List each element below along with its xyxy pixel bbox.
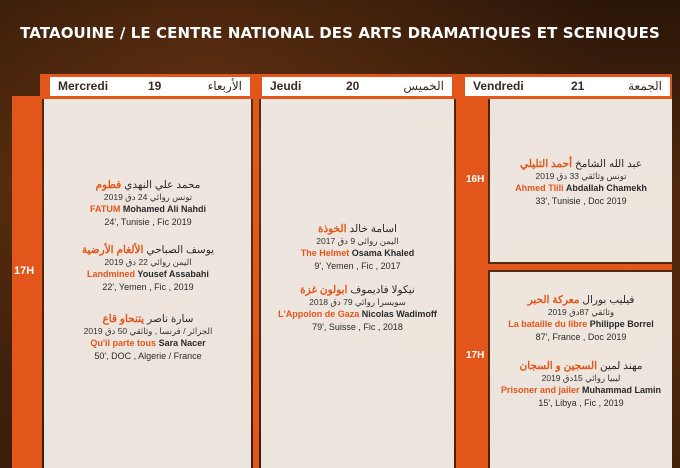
film-en-title: The Helmet bbox=[300, 248, 350, 258]
film-en-title: Prisoner and jailer bbox=[500, 385, 580, 395]
slot-17h-friday: 17H bbox=[466, 350, 485, 361]
film-ar-title: معركة الحبر bbox=[527, 294, 580, 306]
film-ar-name: فيليب بورال bbox=[582, 294, 635, 306]
film-ar-info: اليمن روائي 22 دق 2019 bbox=[104, 257, 192, 267]
day-arabic: الجمعة bbox=[628, 79, 662, 93]
film-ar-title: الألغام الأرضية bbox=[81, 244, 144, 256]
film-ar-name: محمد علي النهدي bbox=[124, 179, 201, 191]
film-ar-info: الجزائر / فرنسا , وثائقي 50 دق 2019 bbox=[83, 326, 213, 336]
day-arabic: الأربعاء bbox=[207, 79, 242, 93]
left-bar bbox=[12, 96, 42, 468]
film-the-helmet bbox=[263, 223, 452, 272]
film-en-name: Muhammad Lamin bbox=[582, 385, 662, 395]
day-header-thursday bbox=[262, 77, 452, 96]
film-appolon-de-gaza bbox=[263, 284, 452, 333]
day-header-wednesday bbox=[50, 77, 250, 96]
day-arabic: الخميس bbox=[403, 79, 444, 93]
film-fatum bbox=[48, 179, 248, 228]
film-en-title: Qu'il parte tous bbox=[90, 338, 157, 348]
film-en-title: L'Appolon de Gaza bbox=[278, 309, 360, 319]
day-latin: Jeudi bbox=[270, 79, 302, 93]
film-en-name: Philippe Borrel bbox=[589, 319, 654, 329]
film-en-name: Abdallah Chamekh bbox=[565, 183, 647, 193]
film-ar-info: ليبيا روائي 15دق 2019 bbox=[541, 373, 621, 383]
fri-split bbox=[488, 264, 672, 270]
slot-17h-left: 17H bbox=[14, 265, 35, 277]
film-en-title: Ahmed Tlili bbox=[515, 183, 564, 193]
divider-1 bbox=[253, 96, 259, 468]
film-ar-name: مهند لمين bbox=[599, 360, 643, 372]
film-ar-name: نيكولا فاديموف bbox=[350, 284, 415, 296]
film-ar-name: سارة ناصر bbox=[147, 313, 194, 325]
film-ar-title: ابولون غزة bbox=[300, 284, 348, 296]
film-meta: 9', Yemen , Fic , 2017 bbox=[314, 261, 401, 271]
fri-bar bbox=[462, 96, 488, 468]
film-en-name: Nicolas Wadimoff bbox=[361, 309, 437, 319]
day-number: 20 bbox=[346, 79, 360, 93]
day-latin: Mercredi bbox=[58, 79, 109, 93]
film-en-name: Sara Nacer bbox=[158, 338, 206, 348]
page-title: TATAOUINE / LE CENTRE NATIONAL DES ARTS DRAMATIQUES ET SCENIQUES bbox=[20, 24, 660, 42]
film-meta: 33', Tunisie , Doc 2019 bbox=[535, 196, 627, 206]
film-ar-info: اليمن روائي 9 دق 2017 bbox=[316, 236, 399, 246]
film-ar-name: عبد الله الشامخ bbox=[574, 158, 643, 170]
day-header-friday bbox=[465, 77, 670, 96]
film-meta: 15', Libya , Fic , 2019 bbox=[538, 398, 624, 408]
film-en-title: La bataille du libre bbox=[508, 319, 588, 329]
film-ar-name: اسامة خالد bbox=[349, 223, 397, 235]
film-meta: 87', France , Doc 2019 bbox=[535, 332, 627, 342]
film-ar-info: سويسرا روائي 79 دق 2018 bbox=[309, 297, 406, 307]
film-ahmed-tlili bbox=[492, 158, 670, 207]
film-meta: 24', Tunisie , Fic 2019 bbox=[104, 217, 192, 227]
film-prisoner-and-jailer bbox=[492, 360, 670, 409]
film-ar-title: السجين و السجان bbox=[519, 360, 598, 372]
film-ar-info: وثائقي 87دق 2019 bbox=[547, 307, 615, 317]
day-number: 19 bbox=[148, 79, 162, 93]
film-en-name: Osama Khaled bbox=[351, 248, 415, 258]
film-ar-title: الخوذة bbox=[318, 223, 347, 235]
film-ar-info: تونس وثائقي 33 دق 2019 bbox=[535, 171, 627, 181]
film-quil-parte-tous bbox=[48, 313, 248, 362]
film-meta: 79', Suisse , Fic , 2018 bbox=[312, 322, 403, 332]
film-landmined bbox=[48, 244, 248, 293]
film-en-name: Mohamed Ali Nahdi bbox=[122, 204, 206, 214]
day-latin: Vendredi bbox=[473, 79, 524, 93]
film-ar-title: فطوم bbox=[95, 179, 122, 191]
film-ar-info: تونس روائي 24 دق 2019 bbox=[103, 192, 193, 202]
film-meta: 50', DOC , Algerie / France bbox=[94, 351, 202, 361]
day-number: 21 bbox=[571, 79, 585, 93]
slot-16h-friday: 16H bbox=[466, 174, 485, 185]
film-ar-name: يوسف الصباحي bbox=[146, 244, 215, 256]
film-en-title: FATUM bbox=[89, 204, 121, 214]
film-en-name: Yousef Assabahi bbox=[137, 269, 209, 279]
film-ar-title: يتنحاو قاع bbox=[102, 313, 145, 325]
film-bataille-du-libre bbox=[492, 294, 670, 343]
film-en-title: Landmined bbox=[87, 269, 136, 279]
film-ar-title: أحمد التليلي bbox=[519, 158, 573, 170]
film-meta: 22', Yemen , Fic , 2019 bbox=[102, 282, 194, 292]
